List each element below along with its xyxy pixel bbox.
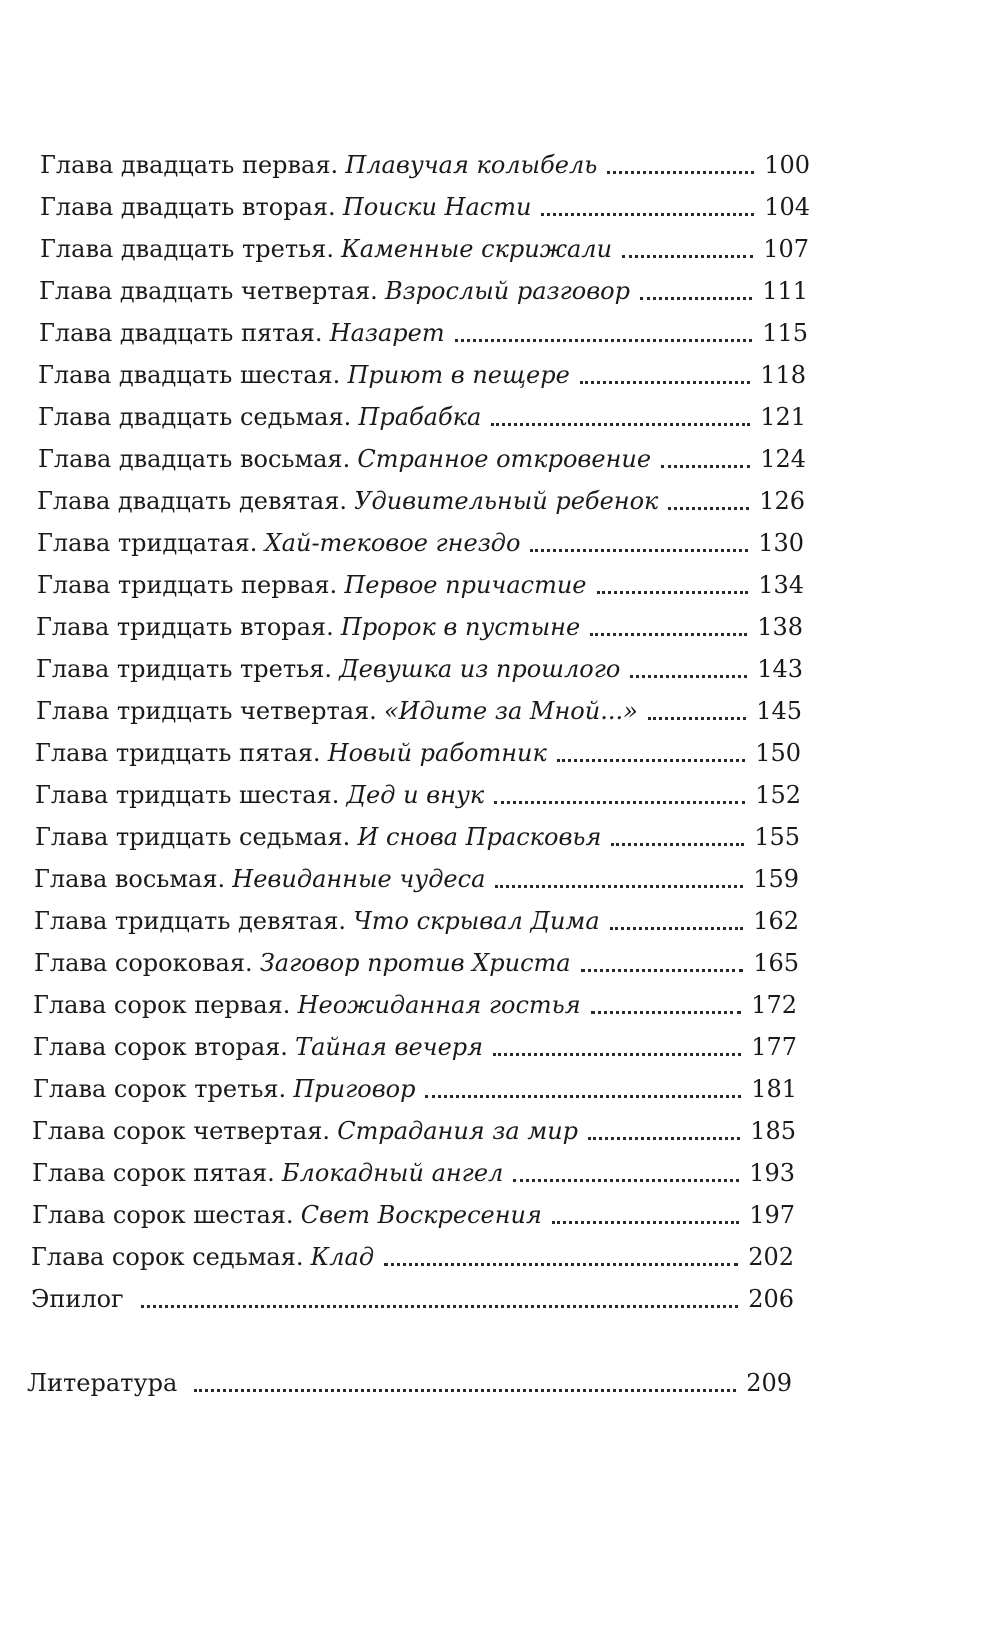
- toc-entry: [34, 938, 799, 978]
- page-number: 181: [751, 1075, 797, 1104]
- page-number: 172: [751, 991, 797, 1020]
- dot-leader: [495, 885, 743, 888]
- page-number: 111: [762, 277, 808, 306]
- dot-leader: [494, 801, 745, 804]
- chapter-title: Клад: [310, 1243, 375, 1272]
- chapter-label: Литература: [27, 1369, 178, 1398]
- toc-entry: [33, 1064, 797, 1104]
- dot-leader: [194, 1389, 736, 1392]
- dot-leader: [648, 717, 746, 720]
- page-number: 134: [758, 571, 804, 600]
- chapter-label: Глава сорок четвертая.: [32, 1117, 331, 1146]
- chapter-title: Назарет: [329, 319, 445, 348]
- page-number: 143: [757, 655, 803, 684]
- toc-entry: [34, 854, 799, 894]
- toc-entry: [36, 602, 803, 642]
- toc-entry: [40, 224, 809, 264]
- dot-leader: [590, 633, 747, 636]
- dot-leader: [491, 423, 750, 426]
- chapter-title: Свет Воскресения: [300, 1201, 542, 1230]
- chapter-title: «Идите за Мной...»: [384, 697, 638, 726]
- chapter-title: Девушка из прошлого: [339, 655, 621, 684]
- page-number: 138: [757, 613, 803, 642]
- chapter-title: Блокадный ангел: [281, 1159, 504, 1188]
- chapter-title: Удивительный ребенок: [354, 487, 659, 516]
- page-number: 126: [759, 487, 805, 516]
- dot-leader: [493, 1053, 741, 1056]
- chapter-label: Глава двадцать пятая.: [39, 319, 323, 348]
- dot-leader: [607, 171, 754, 174]
- page-number: 206: [748, 1285, 794, 1314]
- dot-leader: [425, 1095, 741, 1098]
- chapter-title: Плавучая колыбель: [345, 151, 598, 180]
- chapter-title: Невиданные чудеса: [232, 865, 486, 894]
- chapter-label: Глава сорок вторая.: [33, 1033, 288, 1062]
- page-number: 130: [758, 529, 804, 558]
- chapter-title: Пророк в пустыне: [340, 613, 581, 642]
- page-number: 155: [754, 823, 800, 852]
- chapter-title: Тайная вечеря: [295, 1033, 484, 1062]
- page-number: 159: [753, 865, 799, 894]
- chapter-title: Первое причастие: [344, 571, 587, 600]
- chapter-label: Глава тридцать шестая.: [35, 781, 340, 810]
- toc-entry: [32, 1190, 795, 1230]
- page-number: 197: [749, 1201, 795, 1230]
- dot-leader: [591, 1011, 742, 1014]
- page-number: 152: [755, 781, 801, 810]
- dot-leader: [610, 927, 744, 930]
- page-number: 115: [762, 319, 808, 348]
- chapter-label: Глава двадцать седьмая.: [38, 403, 352, 432]
- page-number: 118: [760, 361, 806, 390]
- page-number: 193: [749, 1159, 795, 1188]
- dot-leader: [530, 549, 748, 552]
- chapter-label: Глава сорок седьмая.: [31, 1243, 304, 1272]
- dot-leader: [640, 297, 752, 300]
- toc-entry: [40, 140, 810, 180]
- chapter-label: Глава сороковая.: [34, 949, 253, 978]
- toc-entry: [37, 560, 804, 600]
- chapter-label: Глава сорок пятая.: [32, 1159, 275, 1188]
- chapter-title: Что скрывал Дима: [353, 907, 600, 936]
- toc-entry: [36, 644, 803, 684]
- chapter-label: Глава тридцатая.: [37, 529, 258, 558]
- chapter-label: Глава тридцать девятая.: [34, 907, 347, 936]
- toc-entry: [38, 392, 806, 432]
- page-number: 185: [750, 1117, 796, 1146]
- chapter-title: Новый работник: [327, 739, 547, 768]
- chapter-label: Глава сорок шестая.: [32, 1201, 294, 1230]
- toc-entry: [37, 518, 804, 558]
- page-number: 124: [760, 445, 806, 474]
- toc-entry: [38, 434, 806, 474]
- toc-entry: [33, 1022, 797, 1062]
- dot-leader: [552, 1221, 739, 1224]
- chapter-label: Глава двадцать вторая.: [40, 193, 336, 222]
- chapter-title: Приют в пещере: [347, 361, 570, 390]
- chapter-label: Глава тридцать пятая.: [35, 739, 321, 768]
- toc-entry: [40, 182, 810, 222]
- chapter-title: Заговор против Христа: [259, 949, 571, 978]
- page-number: 145: [756, 697, 802, 726]
- page-number: 209: [746, 1369, 792, 1398]
- chapter-label: Глава тридцать третья.: [36, 655, 332, 684]
- chapter-label: Глава двадцать первая.: [40, 151, 339, 180]
- dot-leader: [597, 591, 749, 594]
- chapter-title: Хай-тековое гнездо: [264, 529, 521, 558]
- chapter-label: Глава тридцать четвертая.: [36, 697, 377, 726]
- dot-leader: [455, 339, 753, 342]
- chapter-label: Глава двадцать восьмая.: [38, 445, 351, 474]
- toc-entry: [37, 476, 805, 516]
- chapter-label: Глава тридцать седьмая.: [35, 823, 351, 852]
- chapter-label: Глава тридцать вторая.: [36, 613, 334, 642]
- toc-entry: [38, 350, 806, 390]
- toc-entry: [34, 896, 799, 936]
- dot-leader: [622, 255, 753, 258]
- chapter-title: Каменные скрижали: [341, 235, 613, 264]
- dot-leader: [141, 1305, 738, 1308]
- page-number: 104: [764, 193, 810, 222]
- page-number: 100: [764, 151, 810, 180]
- toc-entry: [39, 266, 808, 306]
- toc-entry: [32, 1148, 795, 1188]
- chapter-title: Приговор: [293, 1075, 416, 1104]
- chapter-label: Глава двадцать четвертая.: [39, 277, 378, 306]
- chapter-label: Глава двадцать девятая.: [37, 487, 347, 516]
- toc-entry: [35, 812, 800, 852]
- chapter-label: Глава двадцать шестая.: [38, 361, 341, 390]
- page-number: 150: [755, 739, 801, 768]
- toc-entry: [35, 728, 801, 768]
- chapter-title: Страдания за мир: [337, 1117, 579, 1146]
- toc-entry: [39, 308, 808, 348]
- toc-entry: [32, 1106, 796, 1146]
- dot-leader: [668, 507, 749, 510]
- page-number: 162: [753, 907, 799, 936]
- chapter-label: Глава тридцать первая.: [37, 571, 338, 600]
- chapter-title: Дед и внук: [346, 781, 485, 810]
- chapter-label: Эпилог: [31, 1285, 124, 1314]
- page-number: 177: [751, 1033, 797, 1062]
- toc-entry: [31, 1232, 794, 1272]
- chapter-title: Взрослый разговор: [384, 277, 630, 306]
- chapter-label: Глава сорок третья.: [33, 1075, 287, 1104]
- dot-leader: [384, 1263, 738, 1266]
- chapter-title: Неожиданная гостья: [297, 991, 581, 1020]
- chapter-title: Поиски Насти: [342, 193, 532, 222]
- page-number: 107: [763, 235, 809, 264]
- dot-leader: [557, 759, 745, 762]
- toc-entry: [35, 770, 801, 810]
- page-number: 121: [760, 403, 806, 432]
- chapter-label: Глава двадцать третья.: [40, 235, 334, 264]
- page-number: 202: [748, 1243, 794, 1272]
- toc-entry: [33, 980, 797, 1020]
- chapter-label: Глава восьмая.: [34, 865, 226, 894]
- toc-entry: [27, 1358, 792, 1398]
- dot-leader: [541, 213, 754, 216]
- dot-leader: [513, 1179, 739, 1182]
- chapter-title: Прабабка: [358, 403, 482, 432]
- chapter-title: И снова Прасковья: [357, 823, 602, 852]
- dot-leader: [580, 381, 750, 384]
- dot-leader: [581, 969, 744, 972]
- page-number: 165: [753, 949, 799, 978]
- toc-entry: [31, 1274, 794, 1314]
- chapter-label: Глава сорок первая.: [33, 991, 291, 1020]
- toc-entry: [36, 686, 802, 726]
- dot-leader: [661, 465, 750, 468]
- chapter-title: Странное откровение: [357, 445, 652, 474]
- dot-leader: [630, 675, 747, 678]
- dot-leader: [611, 843, 744, 846]
- dot-leader: [588, 1137, 740, 1140]
